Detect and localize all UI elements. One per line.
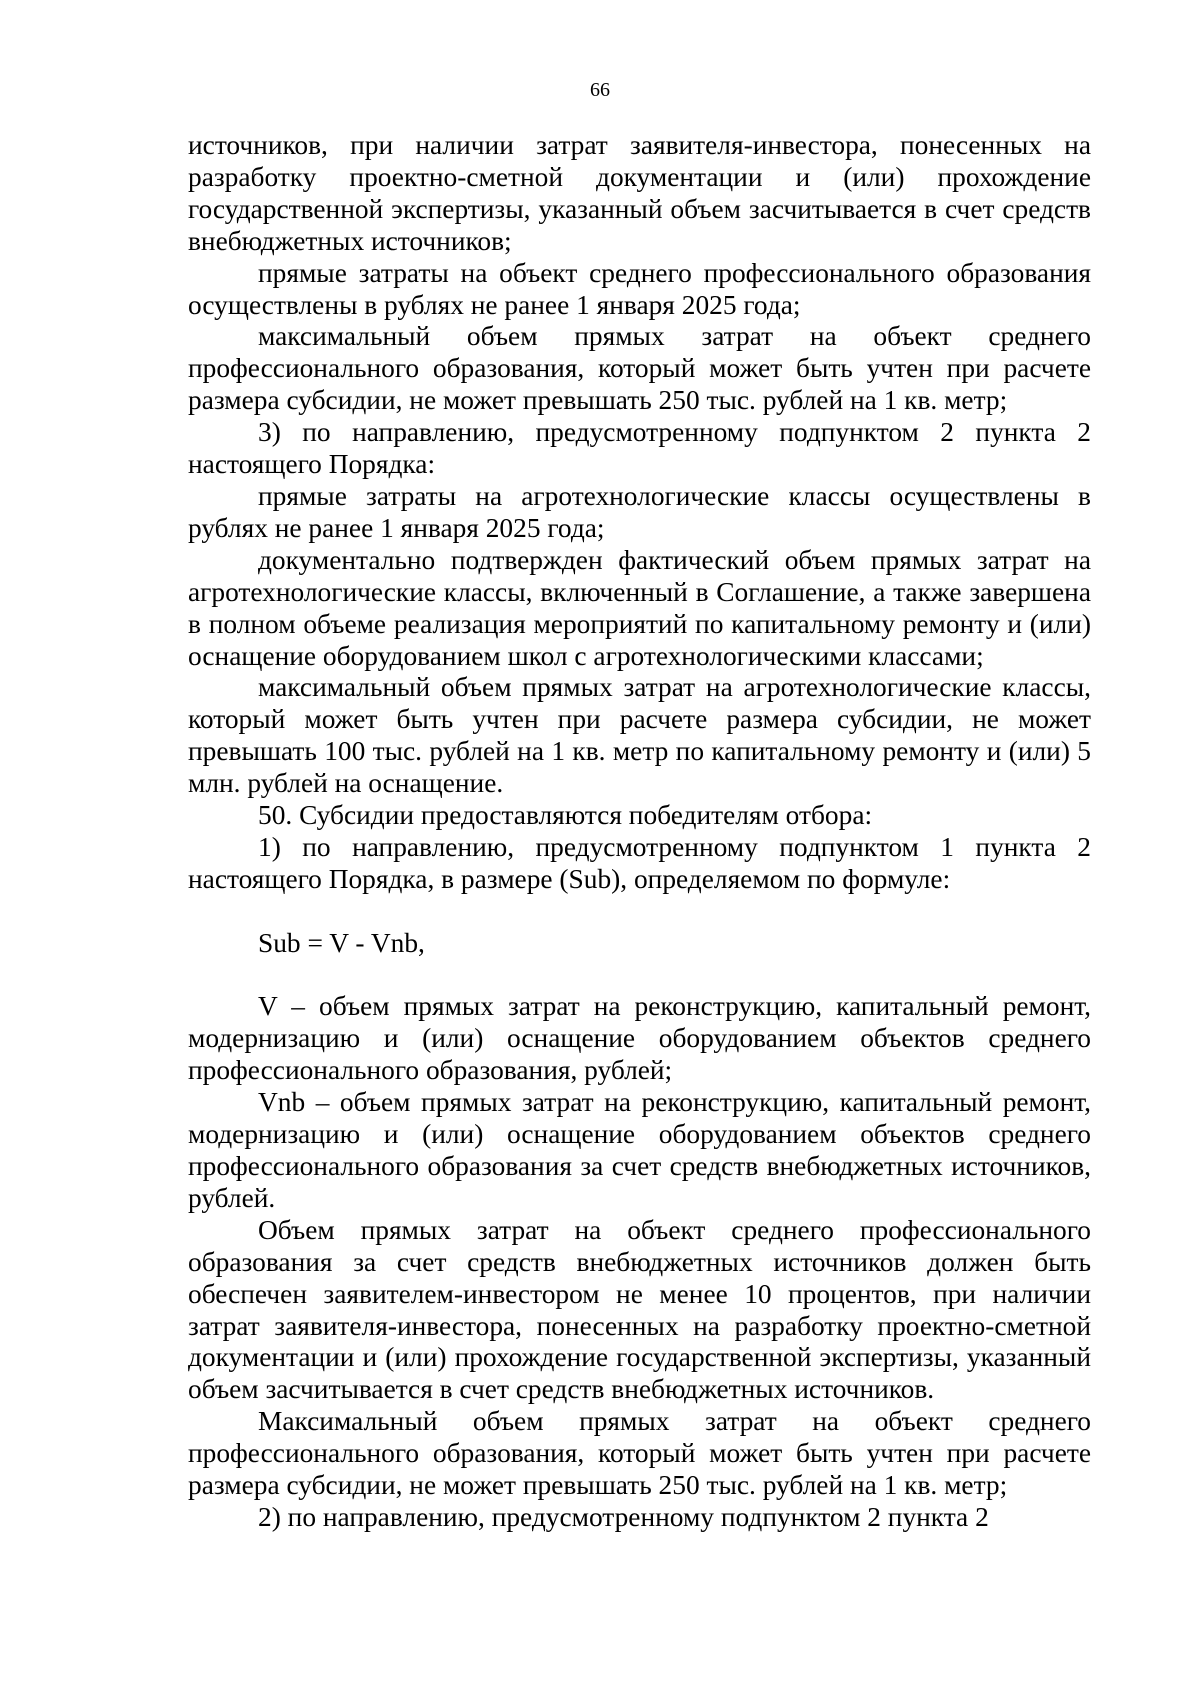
paragraph: Vnb – объем прямых затрат на реконструкцию, капитальный ремонт, модернизацию и (или) оснащение оборудованием объектов среднего профессионального образования за счет средств внебюджетных источников, рублей. (188, 1087, 1091, 1213)
paragraph: 50. Субсидии предоставляются победителям отбора: (258, 800, 873, 831)
paragraph: Объем прямых затрат на объект среднего профессионального образования за счет средств внебюджетных источников должен быть обеспечен заявителем-инвестором не менее 10 процентов, при наличии затрат заявителя-инвестора, понесенных на разработку проектно-сметной документации и (или) прохождение государственной экспертизы, указанный объем засчитывается в счет средств внебюджетных источников. (188, 1214, 1091, 1405)
paragraph: 3) по направлению, предусмотренному подпунктом 2 пункта 2 настоящего Порядка: (188, 417, 1091, 480)
document-body (188, 130, 1091, 1534)
paragraph: документально подтвержден фактический объем прямых затрат на агротехнологические классы, включенный в Соглашение, а также завершена в полном объеме реализация мероприятий по капитальному ремонту и (или) оснащение оборудованием школ с агротехнологическими классами; (188, 544, 1091, 671)
paragraph: прямые затраты на агротехнологические классы осуществлены в рублях не ранее 1 января 2025 года; (188, 480, 1091, 543)
paragraph: 2) по направлению, предусмотренному подпунктом 2 пункта 2 (258, 1501, 989, 1532)
formula: Sub = V - Vnb, (258, 927, 425, 958)
paragraph: максимальный объем прямых затрат на объект среднего профессионального образования, который может быть учтен при расчете размера субсидии, не может превышать 250 тыс. рублей на 1 кв. метр; (188, 321, 1091, 416)
paragraph: прямые затраты на объект среднего профессионального образования осуществлены в рублях не ранее 1 января 2025 года; (188, 257, 1091, 320)
paragraph: V – объем прямых затрат на реконструкцию, капитальный ремонт, модернизацию и (или) оснащение оборудованием объектов среднего профессионального образования, рублей; (188, 991, 1091, 1086)
page-number: 66 (590, 79, 610, 101)
paragraph: максимальный объем прямых затрат на агротехнологические классы, который может быть учтен при расчете размера субсидии, не может превышать 100 тыс. рублей на 1 кв. метр по капитальному ремонту и (или) 5 млн. рублей на оснащение. (188, 672, 1091, 799)
paragraph: источников, при наличии затрат заявителя-инвестора, понесенных на разработку проектно-сметной документации и (или) прохождение государственной экспертизы, указанный объем засчитывается в счет средств внебюджетных источников; (188, 130, 1091, 256)
paragraph: Максимальный объем прямых затрат на объект среднего профессионального образования, который может быть учтен при расчете размера субсидии, не может превышать 250 тыс. рублей на 1 кв. метр; (188, 1406, 1091, 1501)
paragraph: 1) по направлению, предусмотренному подпунктом 1 пункта 2 настоящего Порядка, в размере (Sub), определяемом по формуле: (188, 831, 1091, 894)
